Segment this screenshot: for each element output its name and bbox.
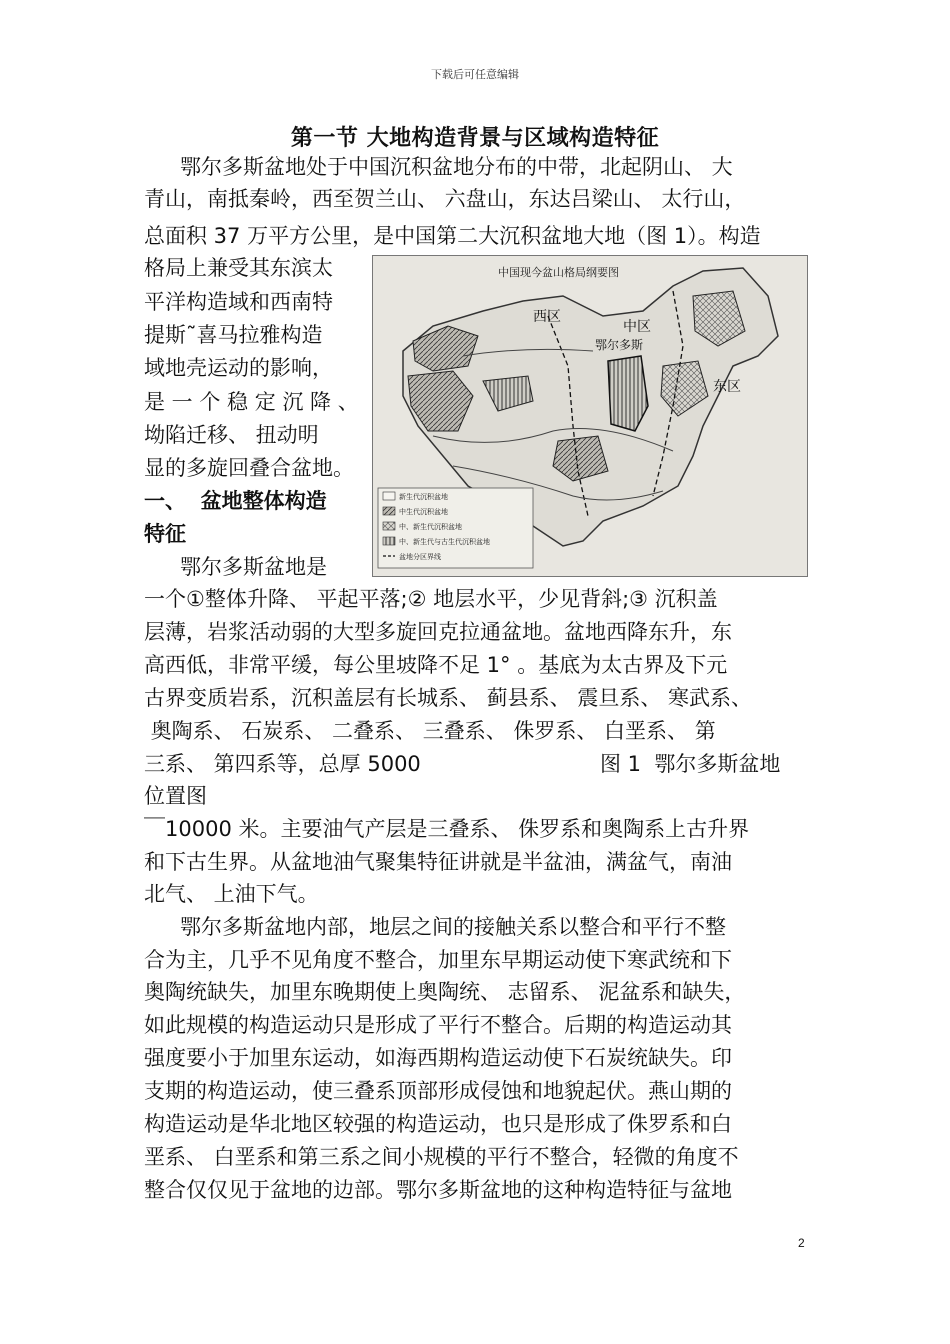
text-line: 鄂尔多斯盆地是 [180,555,327,579]
text-line: 总面积 37 万平方公里，是中国第二大沉积盆地大地（图 1）。构造 [144,224,761,248]
text-line: 奥陶统缺失，加里东晚期使上奥陶统、 志留系、 泥盆系和缺失， [144,980,746,1004]
legend-entry: 中生代沉积盆地 [399,508,448,516]
text-line: 鄂尔多斯盆地处于中国沉积盆地分布的中带，北起阴山、 大 [180,155,733,179]
text-line: 坳陷迁移、 扭动明 [144,423,319,447]
text-line: 整合仅仅见于盆地的边部。鄂尔多斯盆地的这种构造特征与盆地 [144,1178,732,1202]
text-line: 古界变质岩系，沉积盖层有长城系、 蓟县系、 震旦系、 寒武系、 [144,686,753,710]
label-center: 中区 [623,319,651,335]
page-number: 2 [798,1236,805,1250]
text-line: 层薄，岩浆活动弱的大型多旋回克拉通盆地。盆地西降东升，东 [144,620,732,644]
text-line: 格局上兼受其东滨太 [144,256,333,280]
text-line: 平洋构造域和西南特 [144,290,333,314]
figure-caption: 位置图 [144,784,207,808]
text-line: 合为主，几乎不见角度不整合，加里东早期运动使下寒武统和下 [144,948,732,972]
subheading: 特征 [144,522,186,546]
text-line: 一个①整体升降、 平起平落;② 地层水平，少见背斜;③ 沉积盖 [144,587,718,611]
text-line: 构造运动是华北地区较强的构造运动，也只是形成了侏罗系和白 [144,1112,732,1136]
legend-entry: 新生代沉积盆地 [399,493,448,501]
label-ordos: 鄂尔多斯 [595,338,644,352]
legend-entry: 中、新生代沉积盆地 [399,523,462,531]
legend-entry: 盆地分区界线 [399,553,441,561]
text-line: 提斯˜喜马拉雅构造 [144,323,323,347]
text-line: 青山，南抵秦岭，西至贺兰山、 六盘山，东达吕梁山、 太行山， [144,187,746,211]
text-line: 如此规模的构造运动只是形成了平行不整合。后期的构造运动其 [144,1013,732,1037]
figure-map [372,255,808,577]
legend-entry: 中、新生代与古生代沉积盆地 [399,538,490,546]
text-line: 鄂尔多斯盆地内部，地层之间的接触关系以整合和平行不整 [180,915,726,939]
label-west: 西区 [533,309,561,325]
section-title: 第一节 大地构造背景与区域构造特征 [290,126,660,151]
text-line: 奥陶系、 石炭系、 二叠系、 三叠系、 侏罗系、 白垩系、 第 [144,719,716,743]
label-east: 东区 [713,379,741,395]
page-header: 下载后可任意编辑 [431,68,519,81]
subheading: 一、 盆地整体构造 [144,489,327,513]
text-line: 强度要小于加里东运动，如海西期构造运动使下石炭统缺失。印 [144,1046,732,1070]
text-line: 和下古生界。从盆地油气聚集特征讲就是半盆油，满盆气，南油 [144,850,732,874]
text-line: 域地壳运动的影响， [144,356,333,380]
map-legend [378,488,533,568]
text-line: ￣10000 米。主要油气产层是三叠系、 侏罗系和奥陶系上古升界 [144,817,750,841]
text-line: 显的多旋回叠合盆地。 [144,456,354,480]
text-line: 北气、 上油下气。 [144,882,319,906]
text-line: 垩系、 白垩系和第三系之间小规模的平行不整合，轻微的角度不 [144,1145,739,1169]
text-line: 高西低，非常平缓，每公里坡降不足 1° 。基底为太古界及下元 [144,653,728,677]
figure-caption: 图 1 鄂尔多斯盆地 [600,752,781,776]
map-title: 中国现今盆山格局纲要图 [498,266,619,279]
text-line: 三系、 第四系等，总厚 5000 [144,752,421,776]
text-line: 支期的构造运动，使三叠系顶部形成侵蚀和地貌起伏。燕山期的 [144,1079,732,1103]
text-line: 是 一 个 稳 定 沉 降 、 [144,390,359,414]
